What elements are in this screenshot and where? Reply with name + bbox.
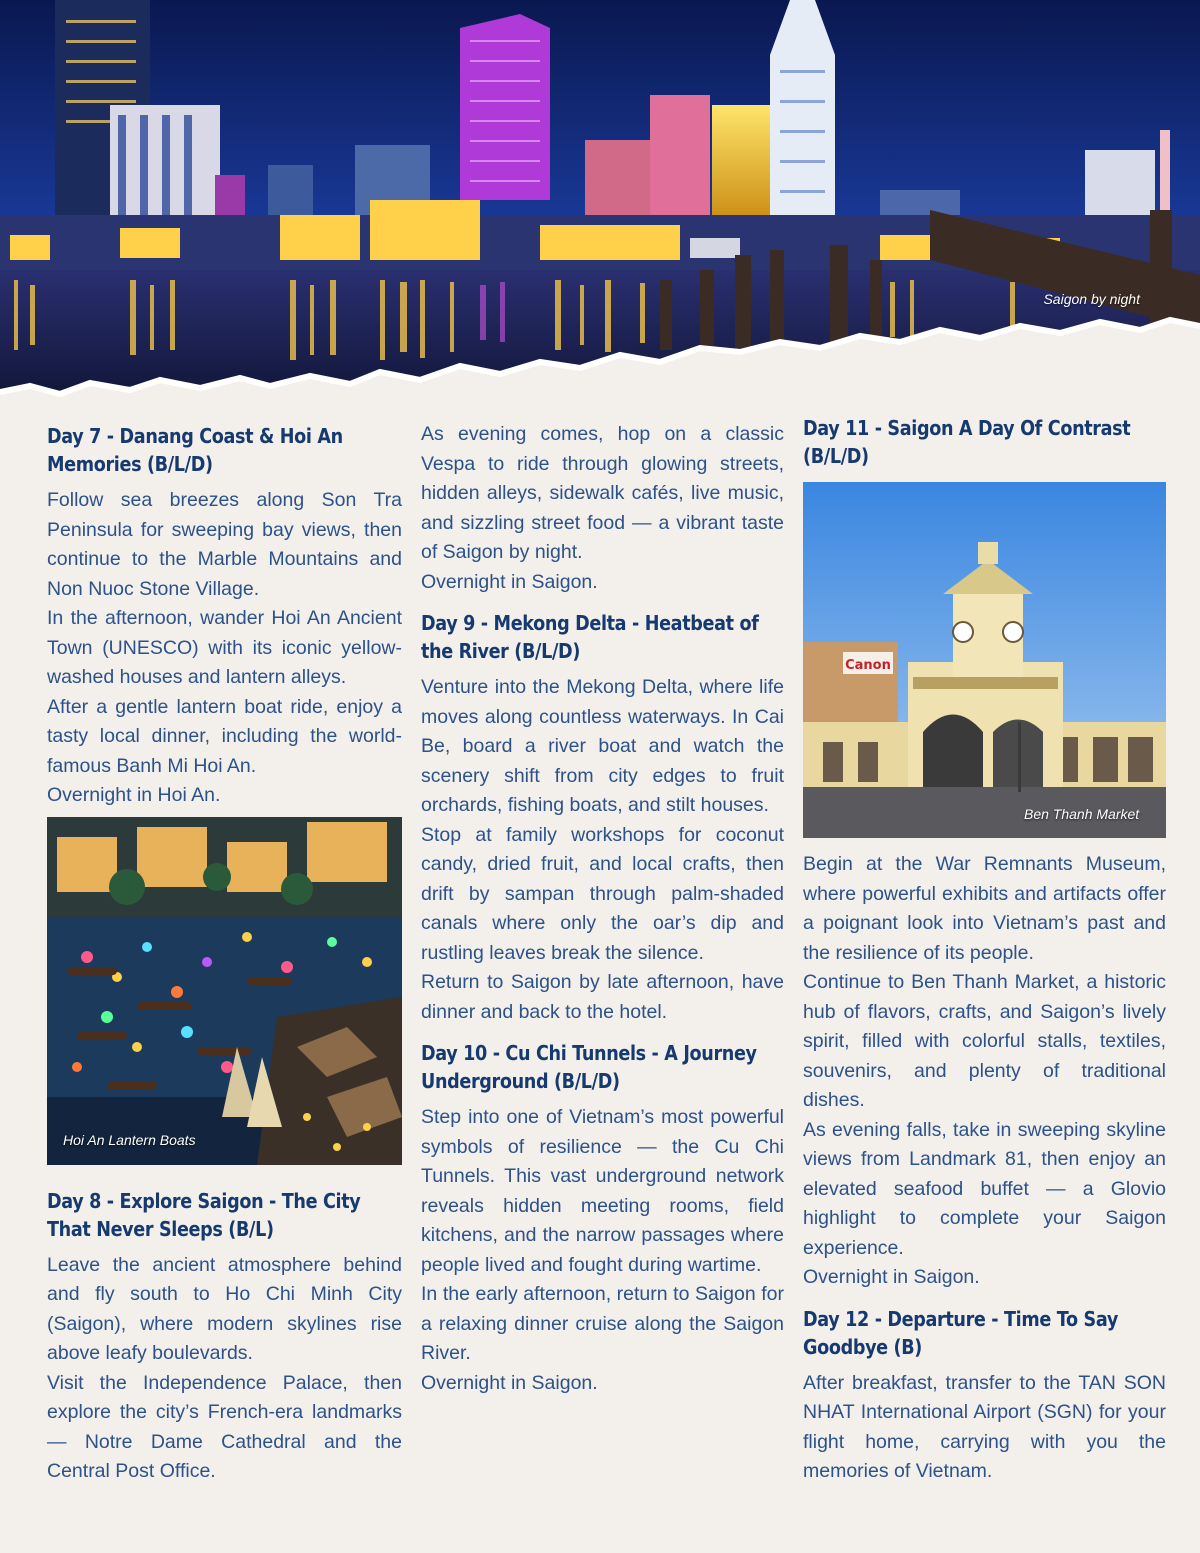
day7-paragraph: Overnight in Hoi An.: [47, 784, 221, 806]
column-middle: [421, 420, 784, 1398]
hoi-an-photo-caption: Hoi An Lantern Boats: [63, 1131, 196, 1148]
hoi-an-lantern-boats-photo: [47, 817, 402, 1165]
day8-title: Day 8 - Explore Saigon - The City That Never Sleeps (B/L): [47, 1188, 361, 1241]
day8-paragraph: Leave the ancient atmosphere behind and fly south to Ho Chi Minh City (Saigon), where modern skylines rise above leafy boulevards.: [47, 1253, 402, 1364]
day10-paragraph: In the early afternoon, return to Saigon for a relaxing dinner cruise along the Saigon River.: [421, 1283, 784, 1364]
day10-paragraph: Step into one of Vietnam’s most powerful symbols of resilience — the Cu Chi Tunnels. This vast underground network reveals hidden meeting rooms, field kitchens, and the narrow passages where people lived and fought during wartime.: [421, 1106, 784, 1276]
hero-caption: Saigon by night: [1043, 291, 1140, 307]
day12-paragraph: After breakfast, transfer to the TAN SON NHAT International Airport (SGN) for your flight home, carrying with you the memories of Vietnam.: [803, 1371, 1166, 1482]
day7-title: Day 7 - Danang Coast & Hoi An Memories (B/L/D): [47, 424, 343, 476]
ben-thanh-market-illustration: [803, 482, 1166, 838]
lantern-boats-illustration: [47, 817, 402, 1165]
day7-paragraph: After a gentle lantern boat ride, enjoy a tasty local dinner, including the world-famous Banh Mi Hoi An.: [47, 695, 402, 777]
canon-sign: Canon: [845, 658, 891, 673]
day10-paragraph: Overnight in Saigon.: [421, 1371, 598, 1394]
hero-image: [0, 0, 1200, 420]
day9-paragraph: Stop at family workshops for coconut candy, dried fruit, and local crafts, then drift by sampan through palm-shaded canals where only the oar’s dip and rustling leaves break the silence.: [421, 823, 784, 964]
day11-title: Day 11 - Saigon A Day Of Contrast (B/L/D): [803, 416, 1131, 468]
saigon-skyline-illustration: [0, 0, 1200, 420]
day11-paragraph: As evening falls, take in sweeping skyline views from Landmark 81, then enjoy an elevated seafood buffet — a Glovio highlight to complete your Saigon experience.: [803, 1118, 1166, 1259]
day7-paragraph: In the afternoon, wander Hoi An Ancient Town (UNESCO) with its iconic yellow-washed houses and lantern alleys.: [47, 607, 402, 688]
day11-paragraph: Continue to Ben Thanh Market, a historic hub of flavors, crafts, and Saigon’s lively spirit, filled with colorful stalls, textiles, souvenirs, and plenty of traditional dishes.: [803, 971, 1166, 1111]
day7-paragraph: Follow sea breezes along Son Tra Peninsula for sweeping bay views, then continue to the Marble Mountains and Non Nuoc Stone Village.: [47, 489, 402, 600]
ben-thanh-photo-caption: Ben Thanh Market: [1024, 806, 1140, 822]
day8-paragraph: Overnight in Saigon.: [421, 570, 598, 593]
column-left: [47, 422, 402, 1487]
day9-paragraph: Venture into the Mekong Delta, where life moves along countless waterways. In Cai Be, board a river boat and watch the scenery shift from city edges to fruit orchards, fishing boats, and stilt houses.: [421, 676, 784, 816]
column-right: [803, 414, 1166, 1487]
day11-paragraph: Overnight in Saigon.: [803, 1266, 980, 1288]
day9-paragraph: Return to Saigon by late afternoon, have dinner and back to the hotel.: [421, 971, 784, 1023]
day10-title: Day 10 - Cu Chi Tunnels - A Journey Underground (B/L/D): [421, 1041, 757, 1093]
day11-paragraph: Begin at the War Remnants Museum, where powerful exhibits and artifacts offer a poignant look into Vietnam’s past and the resilience of its people.: [803, 853, 1166, 964]
day9-title: Day 9 - Mekong Delta - Heatbeat of the River (B/L/D): [421, 611, 759, 663]
ben-thanh-market-photo: [803, 482, 1166, 838]
day8-paragraph: Visit the Independence Palace, then explore the city’s French-era landmarks — Notre Dame Cathedral and the Central Post Office.: [47, 1371, 402, 1482]
day12-title: Day 12 - Departure - Time To Say Goodbye (B): [803, 1306, 1118, 1359]
day8-paragraph: As evening comes, hop on a classic Vespa to ride through glowing streets, hidden alleys, sidewalk cafés, live music, and sizzling street food — a vibrant taste of Saigon by night.: [421, 423, 784, 563]
